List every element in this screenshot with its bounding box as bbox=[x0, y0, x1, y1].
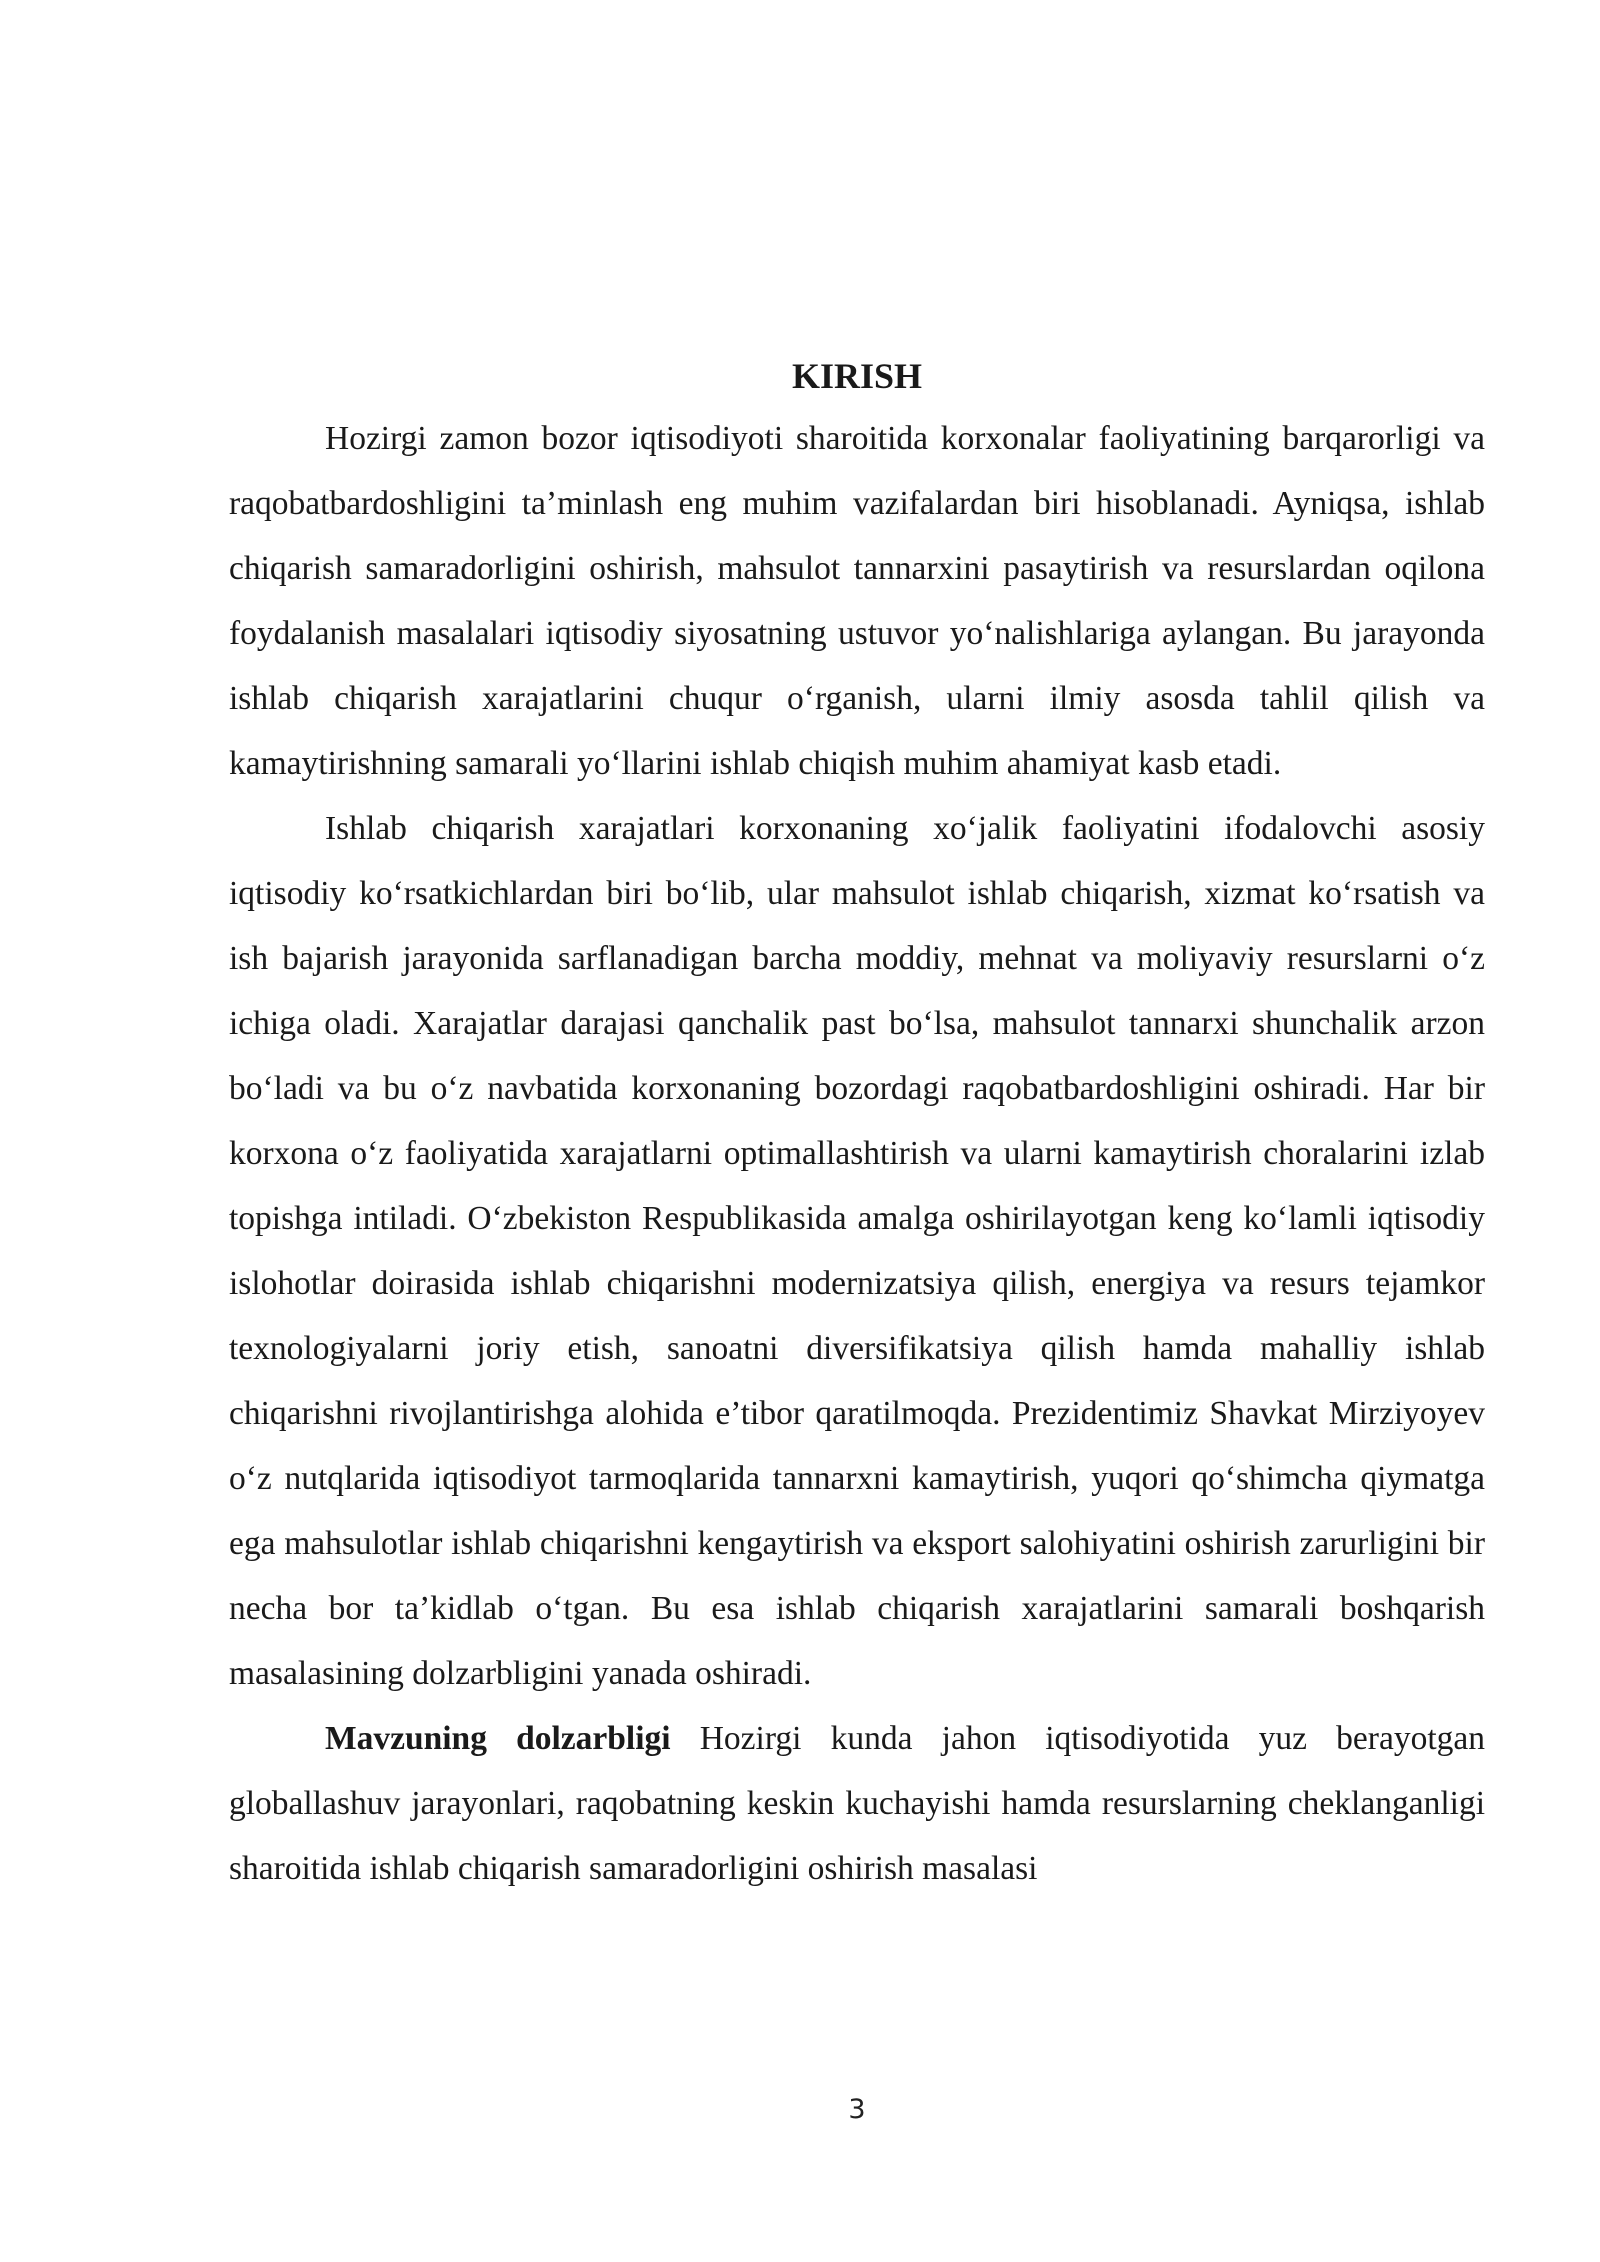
page-number: 3 bbox=[848, 2094, 866, 2125]
section-heading: KIRISH bbox=[791, 356, 923, 396]
paragraph-production-costs: Ishlab chiqarish xarajatlari korxonaning xo‘jalik faoliyatini ifodalovchi asosiy iqtisodiy ko‘rsatkichlardan biri bo‘lib, ular mahsulot ishlab chiqarish, xizmat ko‘rsatish va ish bajarish jarayonida sarflanadigan barcha moddiy, mehnat va moliyaviy resurslarni o‘z ichiga oladi. Xarajatlar darajasi qanchalik past bo‘lsa, mahsulot tannarxi shunchalik arzon bo‘ladi va bu o‘z navbatida korxonaning bozordagi raqobatbardoshligini oshiradi. Har bir korxona o‘z faoliyatida xarajatlarni optimallashtirish va ularni kamaytirish choralarini izlab topishga intiladi. O‘zbekiston Respublikasida amalga oshirilayotgan keng ko‘lamli iqtisodiy islohotlar doirasida ishlab chiqarishni modernizatsiya qilish, energiya va resurs tejamkor texnologiyalarni joriy etish, sanoatni diversifikatsiya qilish hamda mahalliy ishlab chiqarishni rivojlantirishga alohida e’tibor qaratilmoqda. Prezidentimiz Shavkat Mirziyoyev o‘z nutqlarida iqtisodiyot tarmoqlarida tannarxni kamaytirish, yuqori qo‘shimcha qiymatga ega mahsulotlar ishlab chiqarishni kengaytirish va eksport salohiyatini oshirish zarurligini bir necha bor ta’kidlab o‘tgan. Bu esa ishlab chiqarish xarajatlarini samarali boshqarish masalasining dolzarbligini yanada oshiradi. bbox=[229, 810, 1485, 1692]
paragraph-relevance bbox=[229, 1706, 1485, 1901]
paragraph-intro: Hozirgi zamon bozor iqtisodiyoti sharoitida korxonalar faoliyatining barqarorligi va raqobatbardoshligini ta’minlash eng muhim vazifalardan biri hisoblanadi. Ayniqsa, ishlab chiqarish samaradorligini oshirish, mahsulot tannarxini pasaytirish va resurslardan oqilona foydalanish masalalari iqtisodiy siyosatning ustuvor yo‘nalishlariga aylangan. Bu jarayonda ishlab chiqarish xarajatlarini chuqur o‘rganish, ularni ilmiy asosda tahlil qilish va kamaytirishning samarali yo‘llarini ishlab chiqish muhim ahamiyat kasb etadi. bbox=[229, 420, 1485, 782]
page-body bbox=[229, 352, 1485, 1901]
relevance-lead-term: Mavzuning dolzarbligi bbox=[325, 1720, 671, 1757]
relevance-body-text: Hozirgi kunda jahon iqtisodiyotida yuz berayotgan globallashuv jarayonlari, raqobatning keskin kuchayishi hamda resurslarning cheklanganligi sharoitida ishlab chiqarish samaradorligini oshirish masalasi bbox=[229, 1720, 1485, 1887]
